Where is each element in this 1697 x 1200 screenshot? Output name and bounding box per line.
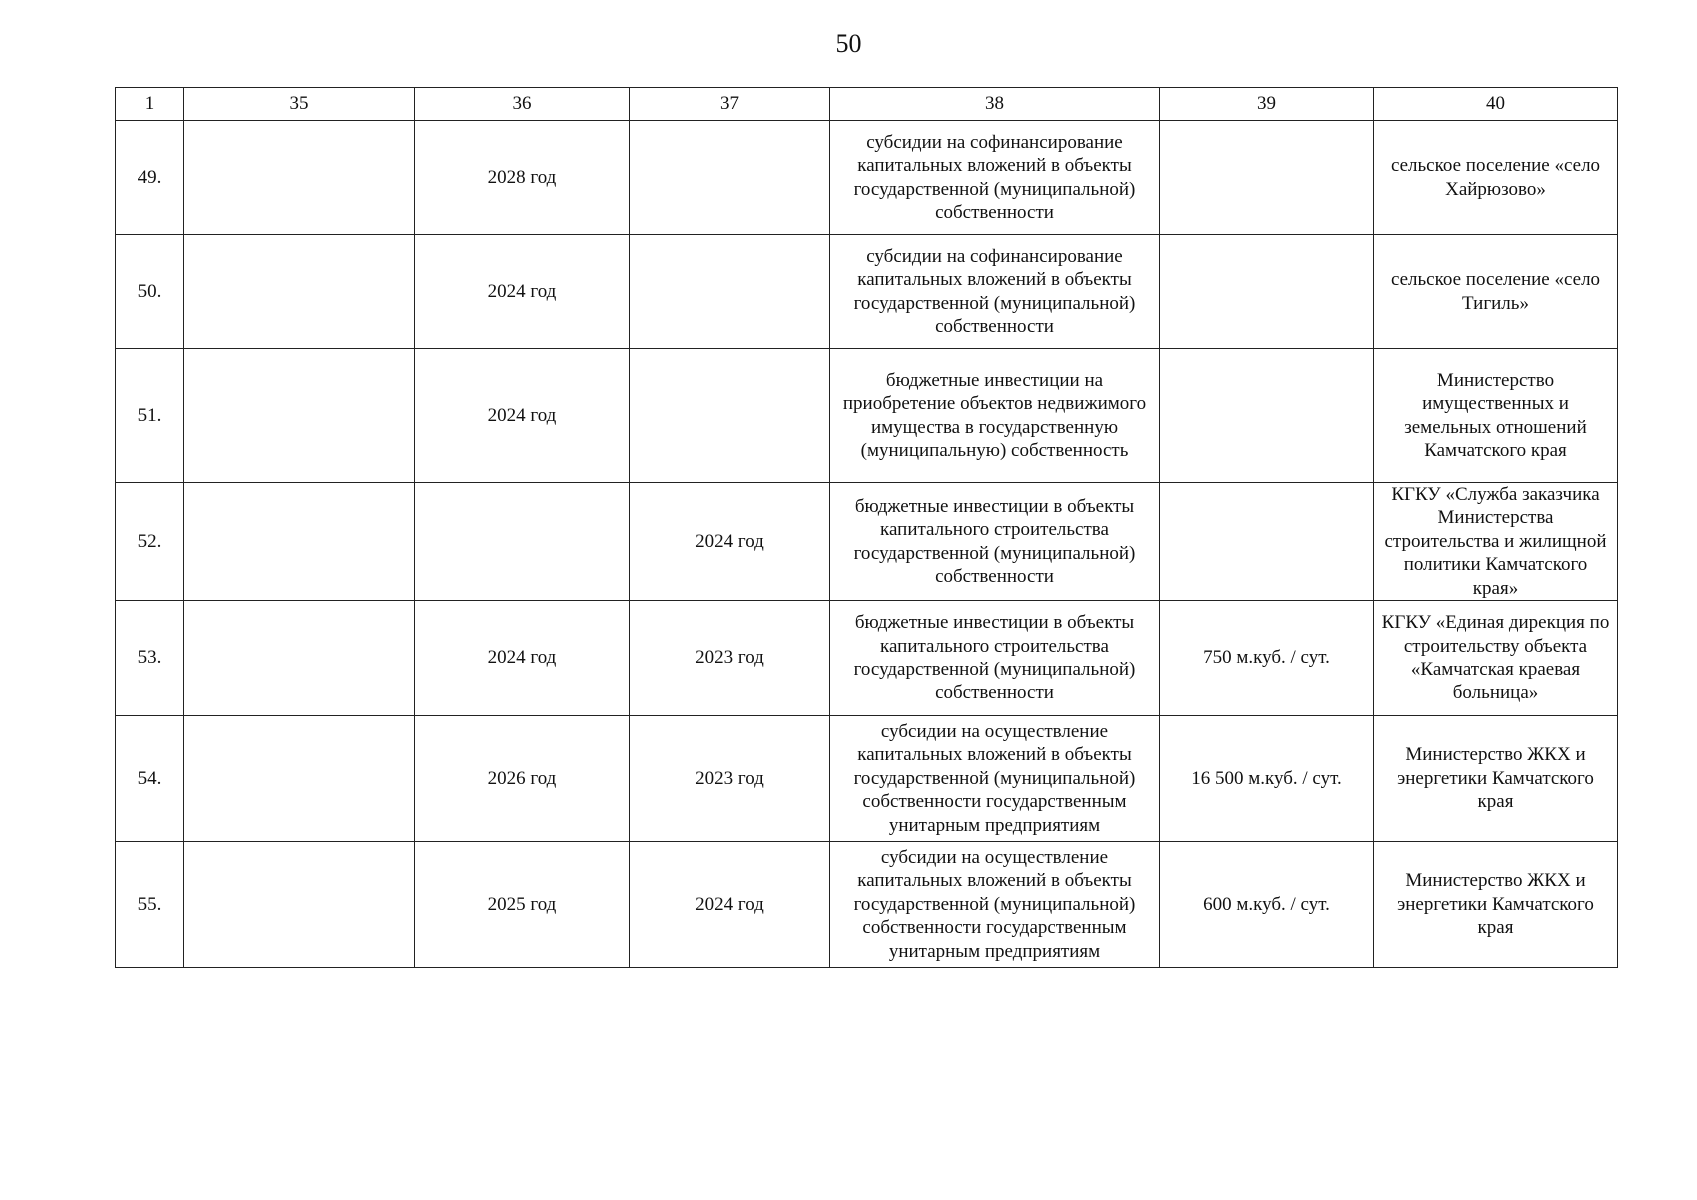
col-39-cell: 600 м.куб. / сут. [1160,842,1374,968]
table-header-row [116,88,1618,121]
page-number: 50 [835,29,862,58]
col-39-cell: 16 500 м.куб. / сут. [1160,716,1374,842]
header-cell-1: 1 [116,88,184,121]
table-row [116,349,1618,483]
row-number-cell: 49. [116,121,184,235]
col-37-cell: 2024 год [630,842,830,968]
row-number-cell: 55. [116,842,184,968]
col-35-cell [184,842,415,968]
row-number-cell: 53. [116,601,184,716]
row-number-cell: 54. [116,716,184,842]
col-38-cell: бюджетные инвестиции на приобретение объектов недвижимого имущества в государственную (муниципальную) собственность [830,349,1160,483]
row-number-cell: 50. [116,235,184,349]
col-35-cell [184,121,415,235]
col-37-cell [630,121,830,235]
col-36-cell: 2024 год [415,601,630,716]
header-cell-38: 38 [830,88,1160,121]
col-38-cell: бюджетные инвестиции в объекты капитального строительства государственной (муниципальной) собственности [830,483,1160,601]
col-38-cell: субсидии на осуществление капитальных вложений в объекты государственной (муниципальной) собственности государственным унитарным предприятиям [830,716,1160,842]
col-35-cell [184,235,415,349]
col-39-cell [1160,349,1374,483]
data-table [115,87,1618,968]
col-38-cell: субсидии на софинансирование капитальных вложений в объекты государственной (муниципальной) собственности [830,235,1160,349]
col-38-cell: субсидии на осуществление капитальных вложений в объекты государственной (муниципальной) собственности государственным унитарным предприятиям [830,842,1160,968]
col-40-cell: Министерство имущественных и земельных отношений Камчатского края [1374,349,1618,483]
col-39-cell [1160,121,1374,235]
header-cell-36: 36 [415,88,630,121]
row-number-cell: 51. [116,349,184,483]
col-38-cell: субсидии на софинансирование капитальных вложений в объекты государственной (муниципальной) собственности [830,121,1160,235]
header-cell-39: 39 [1160,88,1374,121]
row-number-cell: 52. [116,483,184,601]
col-36-cell [415,483,630,601]
table-row [116,121,1618,235]
col-40-cell: Министерство ЖКХ и энергетики Камчатского края [1374,716,1618,842]
col-37-cell: 2024 год [630,483,830,601]
col-35-cell [184,349,415,483]
col-36-cell: 2024 год [415,349,630,483]
table-row [116,235,1618,349]
header-cell-40: 40 [1374,88,1618,121]
col-35-cell [184,601,415,716]
col-35-cell [184,483,415,601]
col-39-cell [1160,483,1374,601]
col-38-cell: бюджетные инвестиции в объекты капитального строительства государственной (муниципальной) собственности [830,601,1160,716]
col-39-cell [1160,235,1374,349]
table-row [116,716,1618,842]
col-40-cell: Министерство ЖКХ и энергетики Камчатского края [1374,842,1618,968]
header-cell-35: 35 [184,88,415,121]
header-cell-37: 37 [630,88,830,121]
col-40-cell: сельское поселение «село Тигиль» [1374,235,1618,349]
col-36-cell: 2028 год [415,121,630,235]
table-row [116,842,1618,968]
col-35-cell [184,716,415,842]
col-36-cell: 2024 год [415,235,630,349]
col-37-cell [630,349,830,483]
col-37-cell: 2023 год [630,716,830,842]
col-40-cell: КГКУ «Служба заказчика Министерства строительства и жилищной политики Камчатского края» [1374,483,1618,601]
col-36-cell: 2026 год [415,716,630,842]
col-37-cell: 2023 год [630,601,830,716]
col-40-cell: КГКУ «Единая дирекция по строительству объекта «Камчатская краевая больница» [1374,601,1618,716]
col-39-cell: 750 м.куб. / сут. [1160,601,1374,716]
table-row [116,483,1618,601]
col-37-cell [630,235,830,349]
table-row [116,601,1618,716]
col-36-cell: 2025 год [415,842,630,968]
col-40-cell: сельское поселение «село Хайрюзово» [1374,121,1618,235]
